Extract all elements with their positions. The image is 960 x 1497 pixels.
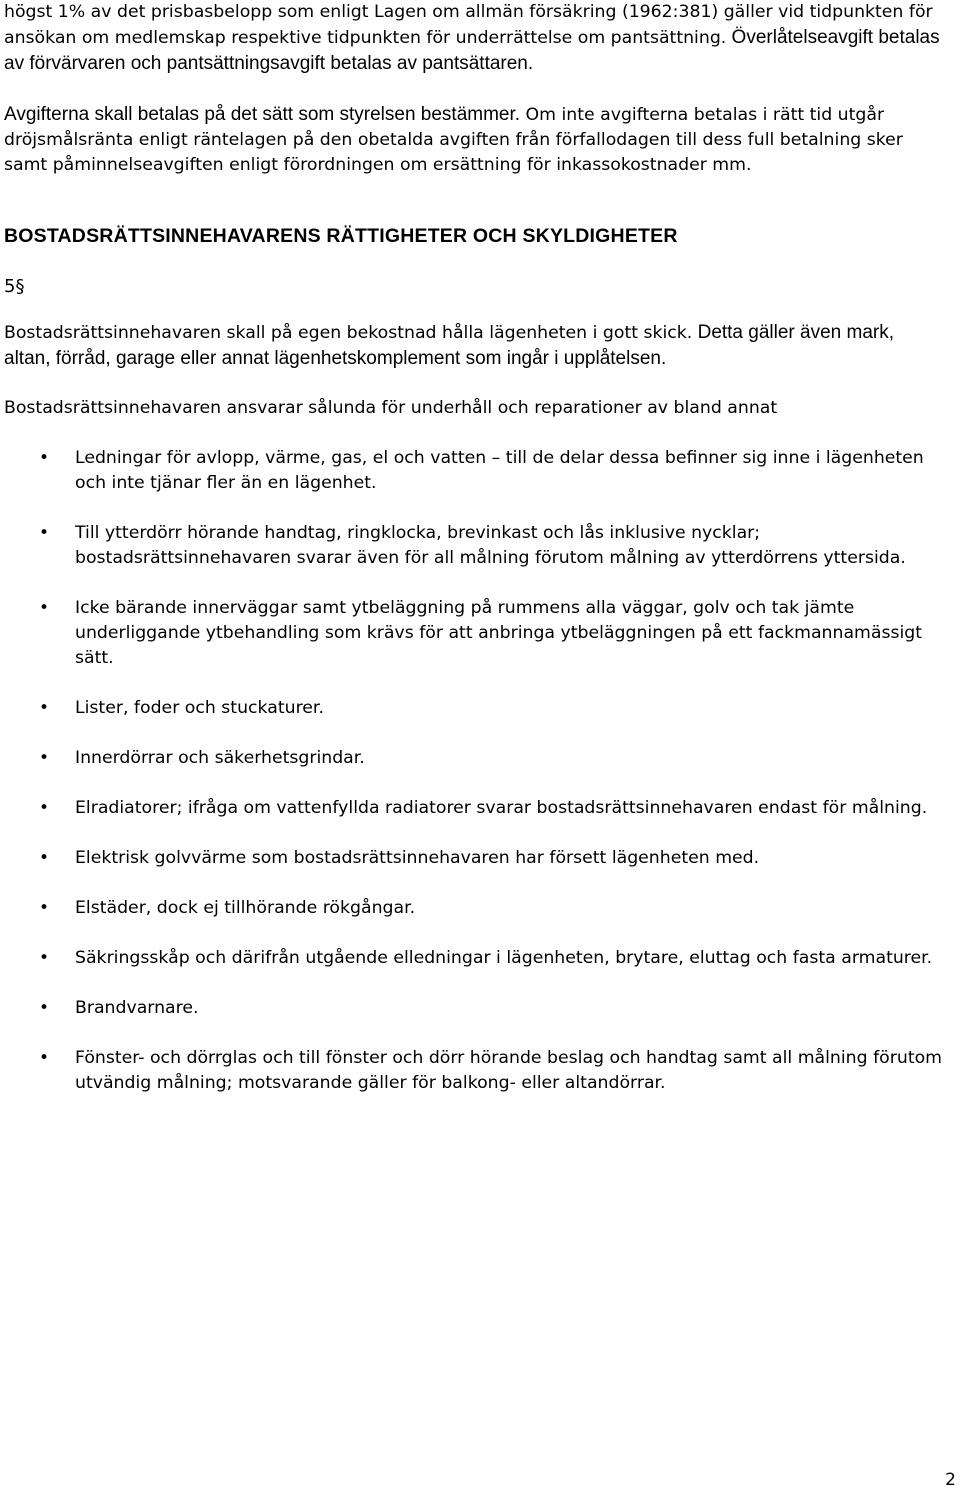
list-item — [4, 696, 944, 721]
bullet-icon: • — [39, 948, 50, 968]
list-item — [4, 1046, 944, 1096]
list-item-text: Säkringsskåp och därifrån utgående elledningar i lägenheten, brytare, eluttag och fasta armaturer. — [75, 948, 933, 968]
bullet-icon: • — [39, 698, 50, 718]
bullet-icon: • — [39, 848, 50, 868]
list-item — [4, 846, 944, 871]
list-item-text: Elradiatorer; ifråga om vattenfyllda radiatorer svarar bostadsrättsinnehavaren endast för målning. — [75, 798, 928, 818]
bullet-icon: • — [39, 898, 50, 918]
list-item — [4, 446, 944, 496]
maintenance-text-part1: Bostadsrättsinnehavaren skall på egen bekostnad hålla lägenheten i gott skick. — [4, 323, 693, 343]
intro-text-part2: Överlåtelseavgift betalas av förvärvaren och pantsättningsavgift betalas av pantsättaren. — [4, 27, 940, 74]
list-item-text: Elstäder, dock ej tillhörande rökgångar. — [75, 898, 416, 918]
list-item — [4, 596, 944, 671]
bullet-icon: • — [39, 1048, 50, 1068]
bullet-icon: • — [39, 998, 50, 1018]
bullet-icon: • — [39, 598, 50, 618]
bullet-icon: • — [39, 448, 50, 468]
bullet-icon: • — [39, 523, 50, 543]
section-mark: 5§ — [4, 276, 25, 297]
list-item — [4, 896, 944, 921]
fees-paragraph — [4, 102, 944, 178]
list-item-text: Icke bärande innerväggar samt ytbeläggning på rummens alla väggar, golv och tak jämte underliggande ytbehandling som krävs för att anbringa ytbeläggningen på ett fackmannamässigt sätt. — [75, 598, 923, 668]
responsibility-intro: Bostadsrättsinnehavaren ansvarar sålunda för underhåll och reparationer av bland annat — [4, 398, 778, 418]
list-item-text: Brandvarnare. — [75, 998, 199, 1018]
list-item-text: Fönster- och dörrglas och till fönster och dörr hörande beslag och handtag samt all målning förutom utvändig målning; motsvarande gäller för balkong- eller altandörrar. — [75, 1048, 942, 1093]
list-item — [4, 521, 944, 571]
list-item — [4, 746, 944, 771]
fees-text-part1: Avgifterna skall betalas på det sätt som styrelsen bestämmer. — [4, 104, 521, 125]
list-item — [4, 946, 944, 971]
intro-text-part1: högst 1% av det prisbasbelopp som enligt Lagen om allmän försäkring (1962:381) gäller vid tidpunkten för ansökan om medlemskap respektive tidpunkten för underrättelse om pantsättning. — [4, 2, 933, 48]
list-item-text: Lister, foder och stuckaturer. — [75, 698, 324, 718]
bullet-icon: • — [39, 798, 50, 818]
bullet-icon: • — [39, 748, 50, 768]
list-item-text: Ledningar för avlopp, värme, gas, el och vatten – till de delar dessa befinner sig inne i lägenheten och inte tjänar fler än en lägenhet. — [75, 448, 924, 493]
page-number: 2 — [945, 1470, 956, 1490]
maintenance-paragraph — [4, 320, 944, 372]
list-item — [4, 796, 944, 821]
document-page — [4, 0, 944, 1121]
list-item-text: Innerdörrar och säkerhetsgrindar. — [75, 748, 365, 768]
responsibility-list — [4, 446, 944, 1096]
list-item-text: Till ytterdörr hörande handtag, ringklocka, brevinkast och lås inklusive nycklar; bostadsrättsinnehavaren svarar även för all målning förutom målning av ytterdörrens yttersida. — [75, 523, 906, 568]
list-item — [4, 996, 944, 1021]
maintenance-text-part2: Detta gäller även mark, altan, förråd, garage eller annat lägenhetskomplement som ingår i upplåtelsen. — [4, 322, 895, 369]
intro-paragraph — [4, 0, 944, 77]
section-heading: BOSTADSRÄTTSINNEHAVARENS RÄTTIGHETER OCH SKYLDIGHETER — [4, 225, 678, 247]
fees-text-part2: Om inte avgifterna betalas i rätt tid utgår dröjsmålsränta enligt räntelagen på den obetalda avgiften från förfallodagen till dess full betalning sker samt påminnelseavgiften enligt förordningen om ersättning för inkassokostnader mm. — [4, 105, 903, 175]
list-item-text: Elektrisk golvvärme som bostadsrättsinnehavaren har försett lägenheten med. — [75, 848, 760, 868]
